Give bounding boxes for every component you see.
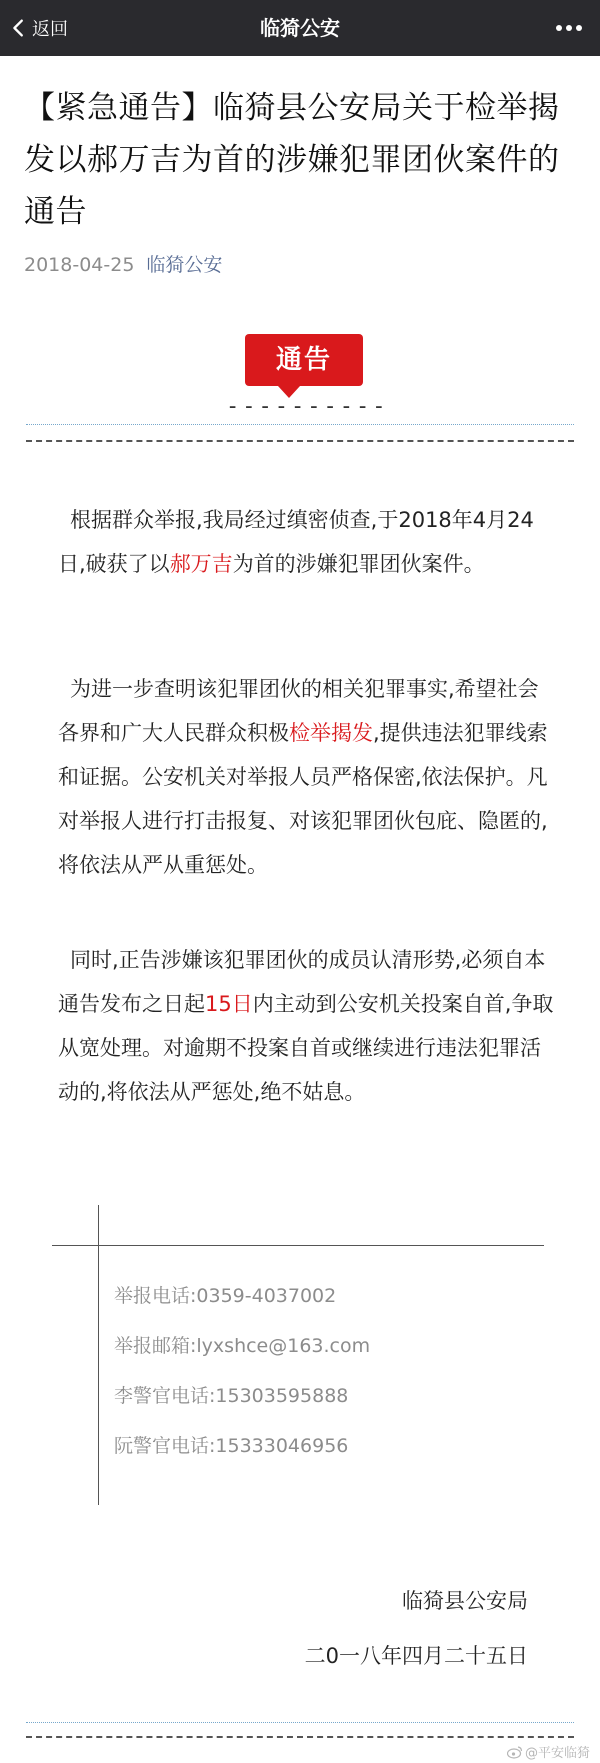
paragraph-3 [58, 938, 558, 1114]
paragraph-1 [58, 498, 558, 586]
article-title: 【紧急通告】临猗县公安局关于检举揭发以郝万吉为首的涉嫌犯罪团伙案件的通告 [24, 90, 560, 230]
paragraph-3-highlight: 15日 [205, 992, 253, 1016]
paragraph-2-text-a: 为进一步查明该犯罪团伙的相关犯罪事实,希望社会各界和广大人民群众积极 [58, 677, 539, 745]
chevron-left-icon [8, 17, 30, 39]
paragraph-2-text-b: ,提供违法犯罪线索和证据。公安机关对举报人员严格保密,依法保护。凡对举报人进行打击报复、对该犯罪团伙包庇、隐匿的,将依法从严从重惩处。 [58, 721, 548, 877]
contact-phone: 举报电话:0359-4037002 [114, 1285, 337, 1307]
dashed-divider [26, 440, 574, 442]
bottom-dashed-divider [26, 1736, 574, 1738]
dotted-divider [26, 424, 574, 425]
back-button[interactable] [8, 0, 68, 56]
article-author-link[interactable]: 临猗公安 [146, 254, 223, 276]
contact-horizontal-rule [52, 1245, 544, 1246]
paragraph-2-highlight: 检举揭发 [289, 721, 373, 745]
notice-badge: 通告 [245, 334, 363, 386]
contact-officer-li: 李警官电话:15303595888 [114, 1385, 349, 1407]
contact-vertical-rule [98, 1205, 99, 1505]
page-title: 临猗公安 [260, 16, 340, 40]
article-meta [24, 250, 222, 277]
contact-officer-ruan: 阮警官电话:15333046956 [114, 1435, 349, 1457]
article-date: 2018-04-25 [24, 254, 135, 276]
paragraph-3-text-b: 内主动到公安机关投案自首,争取从宽处理。对逾期不投案自首或继续进行违法犯罪活动的,将依法从严惩处,绝不姑息。 [58, 992, 554, 1104]
back-label: 返回 [32, 19, 68, 40]
paragraph-2 [58, 667, 558, 887]
more-dots-icon [556, 24, 582, 32]
weibo-icon [507, 1745, 523, 1759]
paragraph-3-text-a: 同时,正告涉嫌该犯罪团伙的成员认清形势,必须自本通告发布之日起 [58, 948, 546, 1016]
paragraph-1-highlight: 郝万吉 [169, 552, 233, 576]
bottom-dotted-divider [26, 1722, 574, 1723]
short-dash-divider: ---------- [226, 394, 389, 419]
paragraph-1-text-b: 为首的涉嫌犯罪团伙案件。 [232, 552, 485, 576]
nav-bar [0, 0, 600, 56]
signature-org: 临猗县公安局 [402, 1589, 528, 1613]
watermark [507, 1742, 590, 1761]
paragraph-1-text-a: 根据群众举报,我局经过缜密侦查,于2018年4月24日,破获了以 [58, 508, 534, 576]
watermark-text: @平安临猗 [524, 1746, 590, 1761]
more-button[interactable] [556, 0, 582, 56]
contact-email: 举报邮箱:lyxshce@163.com [114, 1335, 371, 1357]
signature-date: 二0一八年四月二十五日 [304, 1644, 528, 1668]
